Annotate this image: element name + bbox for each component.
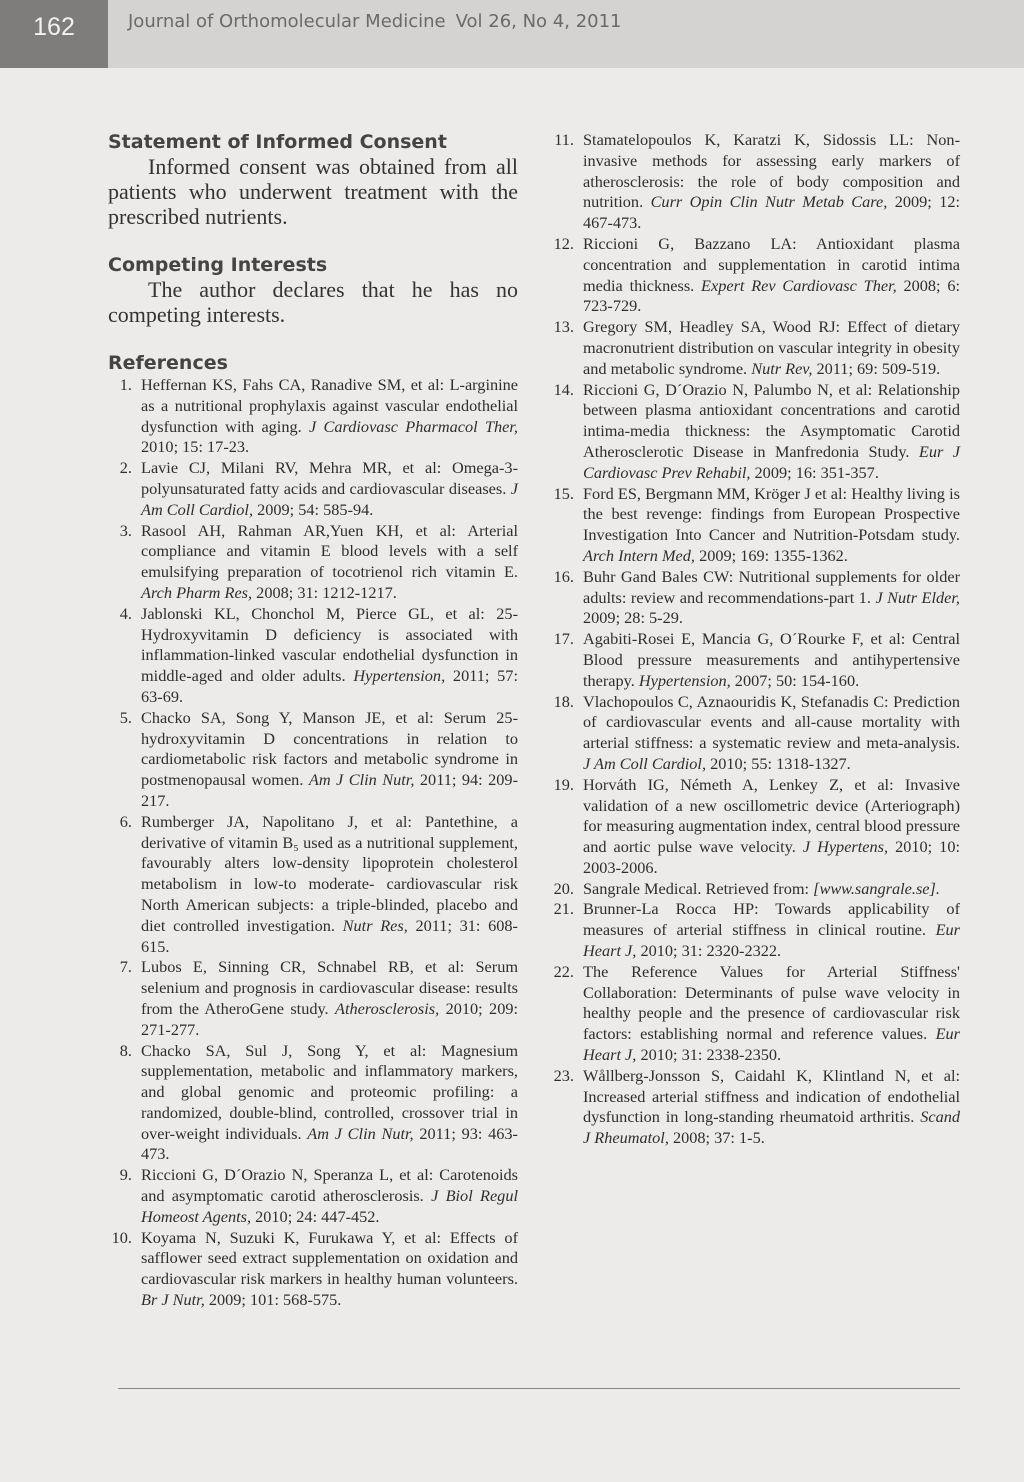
reference-number: 11 . (550, 130, 574, 151)
reference-authors-title: Gregory SM, Headley SA, Wood RJ: Effect of dietary macronutrient distribution on vascular integrity in obesity and metabolic syndrome. (583, 317, 960, 378)
reference-journal: Eur Heart J, (583, 920, 960, 961)
interests-heading: Competing Interests (108, 254, 328, 276)
reference-authors-title: Stamatelopoulos K, Karatzi K, Sidossis LL: Non-invasive methods for assessing early markers of atherosclerosis: the role of body composition and nutrition. (583, 130, 960, 212)
reference-authors-title: Rumberger JA, Napolitano J, et al: Pantethine, a derivative of vitamin B₅ used as a nutritional supplement, favourably alters low-density lipoprotein cholesterol metabolism in low-to moderate- cardiovascular risk North American subjects: a triple-blinded, placebo and diet controlled investigation. (141, 811, 518, 935)
journal-title-line (128, 11, 622, 32)
reference-citation: 2010; 31: 2320-2322. (640, 941, 782, 961)
reference-journal: Expert Rev Cardiovasc Ther, (701, 275, 897, 295)
reference-authors-title: Riccioni G, Bazzano LA: Antioxidant plasma concentration and supplementation in carotid intima media thickness. (583, 233, 960, 295)
reference-citation: 2009; 12: 467-473. (583, 192, 961, 233)
reference-number: 7 . (108, 957, 132, 978)
reference-number: 9 . (108, 1165, 132, 1186)
reference-journal: Curr Opin Clin Nutr Metab Care, (650, 192, 888, 212)
reference-citation: 2009; 101: 568-575. (208, 1290, 342, 1310)
reference-item (108, 1165, 518, 1227)
reference-authors-title: Chacko SA, Song Y, Manson JE, et al: Serum 25-hydroxyvitamin D concentrations in relation to cardiometabolic risk factors and metabolic syndrome in postmenopausal women. (141, 707, 518, 790)
reference-citation: 2011; 57: 63-69. (141, 666, 518, 706)
reference-citation: 2010; 24: 447-452. (255, 1206, 380, 1226)
reference-item (550, 234, 960, 317)
reference-item (550, 879, 960, 900)
reference-authors-title: Koyama N, Suzuki K, Furukawa Y, et al: Effects of safflower seed extract supplementation on oxidation and cardiovascular risk markers in healthy human volunteers. (141, 1227, 518, 1289)
consent-heading: Statement of Informed Consent (108, 131, 447, 153)
reference-item (108, 458, 518, 520)
reference-journal: J Nutr Elder, (875, 587, 960, 607)
reference-journal: Nutr Res, (342, 915, 408, 935)
reference-journal: J Am Coll Cardiol, (583, 753, 707, 773)
reference-citation: 2011; 93: 463-473. (141, 1123, 518, 1164)
reference-number: 19 . (550, 775, 574, 796)
reference-item (108, 708, 518, 812)
reference-number: 6 . (108, 812, 132, 833)
reference-citation: 2009; 54: 585-94. (257, 499, 374, 519)
reference-list-left (108, 375, 518, 1311)
reference-authors-title: Lavie CJ, Milani RV, Mehra MR, et al: Omega-3-polyunsaturated fatty acids and cardiovascular diseases. (141, 458, 518, 498)
reference-number: 4 . (108, 604, 132, 625)
reference-journal: Am J Clin Nutr, (307, 1123, 414, 1143)
reference-citation: 2009; 169: 1355-1362. (699, 545, 848, 565)
reference-number: 3 . (108, 521, 132, 542)
reference-journal: Eur J Cardiovasc Prev Rehabil, (583, 441, 960, 482)
reference-journal: Scand J Rheumatol, (583, 1107, 960, 1148)
reference-number: 22 . (550, 962, 574, 983)
reference-citation: 2008; 37: 1-5. (672, 1128, 765, 1148)
reference-authors-title: Heffernan KS, Fahs CA, Ranadive SM, et al: L-arginine as a nutritional prophylaxis against vascular endothelial dysfunction with aging. (141, 375, 518, 436)
reference-journal: Arch Intern Med, (583, 545, 695, 565)
reference-number: 16 . (550, 567, 574, 588)
reference-authors-title: Rasool AH, Rahman AR,Yuen KH, et al: Arterial compliance and vitamin E blood levels with a self emulsifying preparation of tocotrienol rich vitamin E. (141, 520, 518, 582)
references-heading: References (108, 352, 228, 374)
reference-journal: J Cardiovasc Pharmacol Ther, (309, 416, 518, 436)
reference-item (108, 957, 518, 1040)
reference-citation: 2010; 31: 2338-2350. (640, 1045, 782, 1065)
reference-authors-title: Chacko SA, Sul J, Song Y, et al: Magnesium supplementation, metabolic and inflammatory markers, and global genomic and proteomic profiling: a randomized, double-blind, controlled, crossover trial in over-weight individuals. (141, 1040, 518, 1143)
reference-citation: 2008; 6: 723-729. (583, 275, 961, 316)
reference-number: 13 . (550, 317, 574, 338)
reference-number: 8 . (108, 1041, 132, 1062)
reference-authors-title: Riccioni G, D´Orazio N, Speranza L, et al: Carotenoids and asymptomatic carotid atherosclerosis. (141, 1165, 518, 1206)
reference-authors-title: Brunner-La Rocca HP: Towards applicability of measures of arterial stiffness in clinical routine. (583, 899, 960, 940)
reference-item (550, 1066, 960, 1149)
reference-authors-title: Ford ES, Bergmann MM, Kröger J et al: Healthy living is the best revenge: findings from European Prospective Investigation Into Cancer and Nutrition-Potsdam study. (583, 483, 960, 545)
reference-authors-title: Riccioni G, D´Orazio N, Palumbo N, et al: Relationship between plasma antioxidant concentrations and carotid intima-media thickness: the Asymptomatic Carotid Atherosclerotic Disease in Manfredonia Study. (583, 379, 960, 461)
reference-citation: 2010; 55: 1318-1327. (710, 753, 851, 773)
reference-citation: 2010; 15: 17-23. (141, 437, 250, 457)
reference-journal: J Am Coll Cardiol, (141, 478, 518, 519)
reference-item (108, 1228, 518, 1311)
reference-journal: Arch Pharm Res, (141, 582, 253, 602)
reference-number: 5 . (108, 708, 132, 729)
reference-citation: 2010; 10: 2003-2006. (583, 837, 960, 877)
reference-authors-title: Jablonski KL, Chonchol M, Pierce GL, et al: 25-Hydroxyvitamin D deficiency is associated with inflammation-linked vascular endothelial dysfunction in middle-aged and older adults. (141, 603, 518, 686)
reference-number: 17 . (550, 629, 574, 650)
footer-rule (118, 1388, 960, 1389)
reference-item (550, 380, 960, 484)
reference-item (108, 521, 518, 604)
reference-journal: Hypertension, (638, 670, 731, 690)
reference-item (550, 317, 960, 379)
page-header (0, 0, 1024, 68)
reference-number: 18 . (550, 692, 574, 713)
reference-citation: 2008; 31: 1212-1217. (256, 582, 397, 602)
reference-authors-title: Agabiti-Rosei E, Mancia G, O´Rourke F, et al: Central Blood pressure measurements and antihypertensive therapy. (583, 629, 960, 690)
reference-number: 21 . (550, 899, 574, 920)
reference-citation: 2011; 94: 209-217. (141, 770, 518, 810)
reference-authors-title: Wållberg-Jonsson S, Caidahl K, Klintland N, et al: Increased arterial stiffness and indication of endothelial dysfunction in long-standing rheumatoid arthritis. (583, 1065, 960, 1127)
reference-item (550, 629, 960, 691)
reference-number: 14 . (550, 380, 574, 401)
reference-citation: 2011; 69: 509-519. (816, 358, 941, 378)
reference-citation: 2010; 209: 271-277. (141, 998, 519, 1039)
reference-item (550, 899, 960, 961)
reference-number: 23 . (550, 1066, 574, 1087)
reference-item (550, 567, 960, 629)
reference-authors-title: Lubos E, Sinning CR, Schnabel RB, et al: Serum selenium and prognosis in cardiovascular disease: results from the AtheroGene study. (141, 957, 518, 1018)
journal-name: Journal of Orthomolecular Medicine (128, 11, 446, 32)
reference-item (550, 130, 960, 234)
reference-item (550, 775, 960, 879)
reference-authors-title: Vlachopoulos C, Aznaouridis K, Stefanadis C: Prediction of cardiovascular events and all-cause mortality with arterial stiffness: a systematic review and meta-analysis. (583, 691, 960, 753)
reference-number: 20 . (550, 879, 574, 900)
reference-journal: [www.sangrale.se]. (813, 878, 940, 898)
reference-item (108, 1041, 518, 1166)
reference-number: 15 . (550, 484, 574, 505)
reference-citation: 2009; 16: 351-357. (754, 462, 879, 482)
reference-journal: Hypertension, (353, 666, 446, 686)
reference-number: 1 . (108, 375, 132, 396)
reference-item (550, 484, 960, 567)
interests-text: The author declares that he has no competing interests. (108, 277, 518, 327)
page-number: 162 (0, 0, 108, 68)
reference-journal: Nutr Rev, (751, 358, 813, 378)
journal-volume: Vol 26, No 4, 2011 (455, 11, 622, 32)
left-column (108, 130, 518, 1311)
reference-number: 12 . (550, 234, 574, 255)
reference-item (108, 375, 518, 458)
reference-authors-title: Horváth IG, Németh A, Lenkey Z, et al: Invasive validation of a new oscillometric device (Arteriograph) for measuring augmentation index, central blood pressure and aortic pulse wave velocity. (583, 774, 960, 857)
reference-item (108, 812, 518, 958)
reference-citation: 2009; 28: 5-29. (583, 608, 683, 628)
reference-authors-title: The Reference Values for Arterial Stiffness' Collaboration: Determinants of pulse wave velocity in healthy people and the presence of cardiovascular risk factors: establishing normal and reference values. (583, 961, 960, 1044)
consent-text: Informed consent was obtained from all patients who underwent treatment with the prescribed nutrients. (108, 154, 518, 229)
reference-journal: J Hypertens, (802, 837, 889, 857)
reference-item (550, 962, 960, 1066)
reference-item (108, 604, 518, 708)
reference-journal: Br J Nutr, (141, 1290, 205, 1310)
reference-authors-title: Sangrale Medical. Retrieved from: (583, 878, 810, 898)
reference-journal: Atherosclerosis, (335, 998, 440, 1018)
reference-number: 2 . (108, 458, 132, 479)
reference-citation: 2011; 31: 608-615. (141, 915, 518, 956)
right-column (550, 130, 960, 1149)
reference-item (550, 692, 960, 775)
reference-number: 10 . (108, 1228, 132, 1249)
reference-list-right (550, 130, 960, 1149)
reference-journal: J Biol Regul Homeost Agents, (141, 1186, 518, 1226)
reference-journal: Am J Clin Nutr, (308, 770, 415, 790)
reference-citation: 2007; 50: 154-160. (734, 670, 860, 690)
reference-journal: Eur Heart J, (583, 1024, 960, 1065)
reference-authors-title: Buhr Gand Bales CW: Nutritional supplements for older adults: review and recommendations-part 1. (583, 566, 960, 607)
